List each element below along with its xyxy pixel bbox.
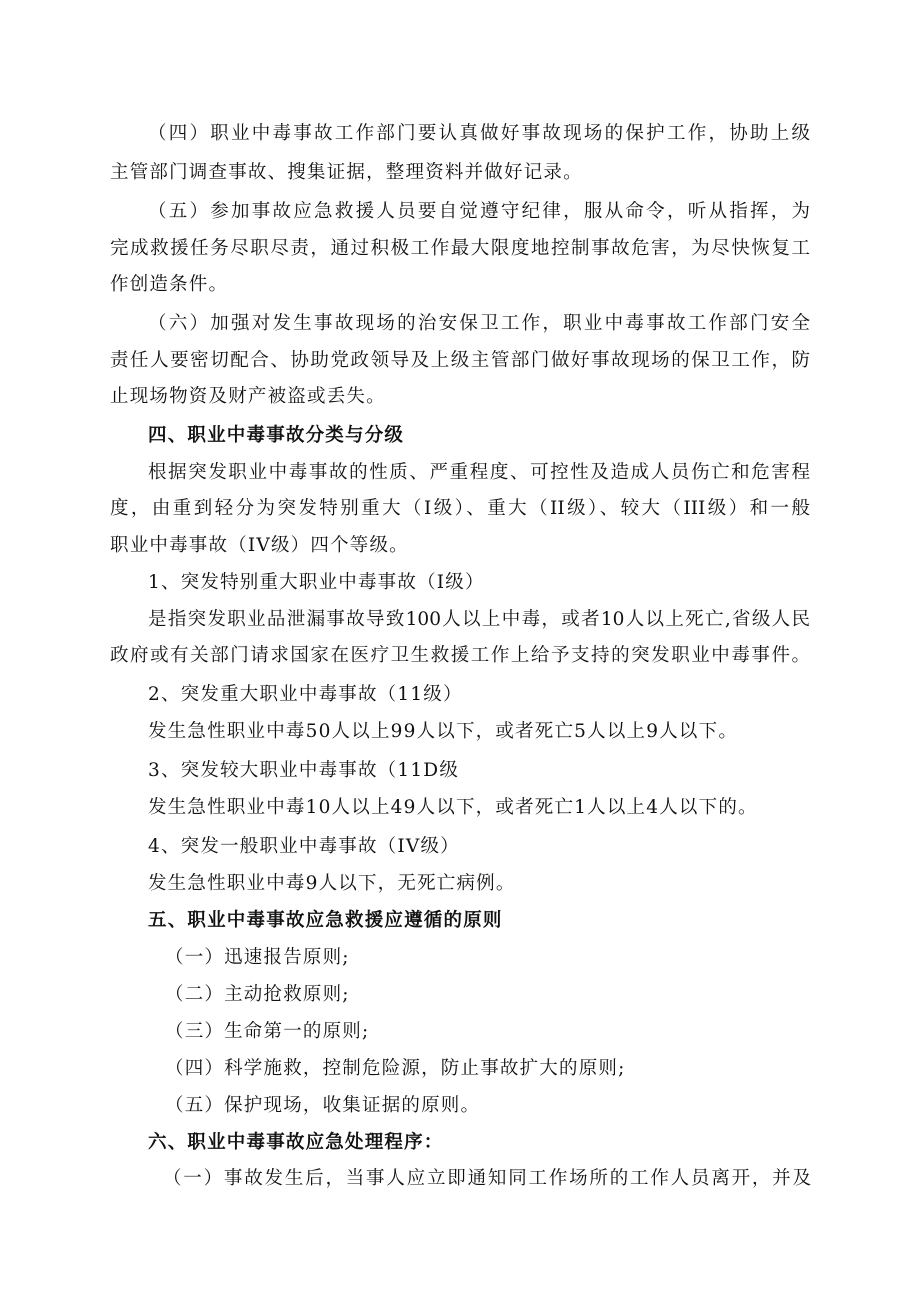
para-5-line-2: 完成救援任务尽职尽责，通过积极工作最大限度地控制事故危害，为尽快恢复工 [110,238,810,259]
section-5-heading: 五、职业中毒事故应急救援应遵循的原则 [148,910,503,931]
level-4-title: 4、突发一般职业中毒事故（IV级） [148,836,460,857]
para-5-line-3: 作创造条件。 [110,274,229,295]
section-5-item-4: （四）科学施救，控制危险源，防止事故扩大的原则; [165,1058,626,1079]
section-5-item-5: （五）保护现场，收集证据的原则。 [165,1095,481,1116]
level-3-title: 3、突发较大职业中毒事故（11D级 [148,760,460,781]
para-6-line-3: 止现场物资及财产被盗或丢失。 [110,386,386,407]
level-1-desc-line-1: 是指突发职业品泄漏事故导致100人以上中毒，或者10人以上死亡,省级人民 [148,609,810,630]
section-4-heading: 四、职业中毒事故分类与分级 [148,425,405,446]
para-6-line-2: 责任人要密切配合、协助党政领导及上级主管部门做好事故现场的保卫工作，防 [110,350,810,371]
para-5-line-1: （五）参加事故应急救援人员要自觉遵守纪律，服从命令，听从指挥，为 [148,201,810,222]
level-4-desc: 发生急性职业中毒9人以下，无死亡病例。 [148,873,516,894]
para-4-line-2: 主管部门调查事故、搜集证据，整理资料并做好记录。 [110,162,583,183]
level-2-title: 2、突发重大职业中毒事故（11级） [148,684,463,705]
section-4-intro-line-3: 职业中毒事故（IV级）四个等级。 [110,535,409,556]
para-6-line-1: （六）加强对发生事故现场的治安保卫工作，职业中毒事故工作部门安全 [148,313,810,334]
section-4-intro-line-2: 度，由重到轻分为突发特别重大（I级）、重大（II级）、较大（III级）和一般 [110,498,810,519]
level-1-title: 1、突发特别重大职业中毒事故（I级） [148,572,485,593]
level-2-desc: 发生急性职业中毒50人以上99人以下，或者死亡5人以上9人以下。 [148,721,739,742]
section-5-item-3: （三）生命第一的原则; [165,1021,370,1042]
section-6-first-line: （一）事故发生后，当事人应立即通知同工作场所的工作人员离开，并及 [163,1168,811,1189]
section-4-intro-line-1: 根据突发职业中毒事故的性质、严重程度、可控性及造成人员伤亡和危害程 [148,462,810,483]
para-4-line-1: （四）职业中毒事故工作部门要认真做好事故现场的保护工作，协助上级 [148,123,810,144]
level-3-desc: 发生急性职业中毒10人以上49人以下，或者死亡1人以上4人以下的。 [148,797,758,818]
section-5-item-1: （一）迅速报告原则; [165,947,350,968]
section-6-heading: 六、职业中毒事故应急处理程序： [148,1132,444,1153]
level-1-desc-line-2: 政府或有关部门请求国家在医疗卫生救援工作上给予支持的突发职业中毒事件。 [110,645,810,666]
section-5-item-2: （二）主动抢救原则; [165,984,350,1005]
